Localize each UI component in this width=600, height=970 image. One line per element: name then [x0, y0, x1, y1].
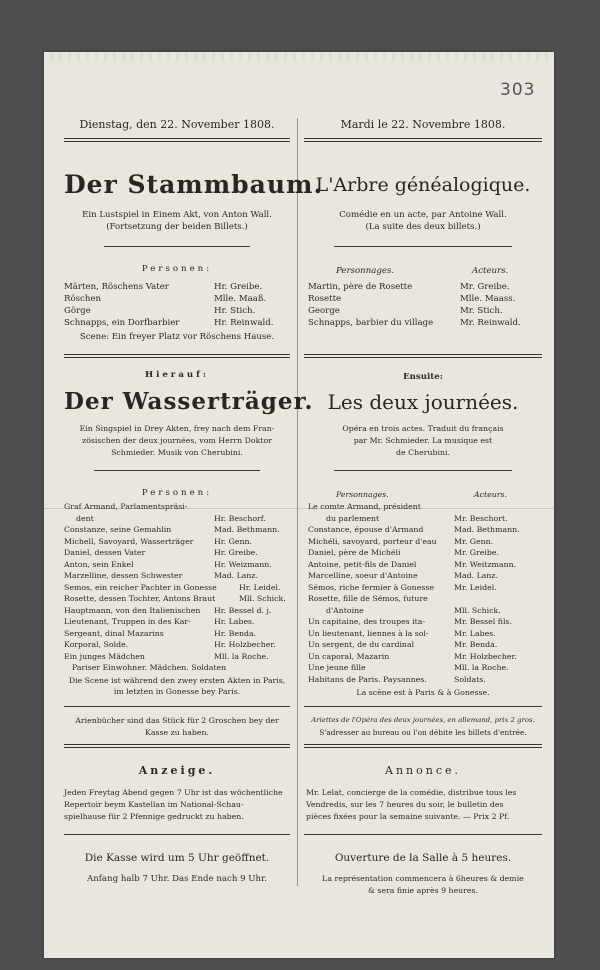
- notice-heading-de: Anzeige.: [138, 764, 216, 777]
- role: Sémos, riche fermier à Gonesse: [308, 582, 434, 592]
- role: Le comte Armand, président: [308, 502, 421, 511]
- actor: Hr. Reinwald.: [214, 318, 274, 328]
- actor: Mr. Reinwald.: [460, 318, 521, 328]
- role: Un lieutenant, liennes à la sol-: [308, 628, 429, 638]
- divider: [104, 246, 250, 247]
- play1-subtitle-fr: Comédie en un acte, par Antoine Wall.: [339, 210, 507, 220]
- acteurs-heading: Acteurs.: [472, 266, 509, 276]
- role: dent: [76, 513, 94, 523]
- actor: Hr. Leidel.: [239, 582, 281, 592]
- divider: [64, 744, 290, 748]
- divider: [64, 706, 290, 707]
- divider: [64, 138, 290, 142]
- scene-fr: La scène est à Paris & à Gonesse.: [356, 688, 490, 697]
- play2-subtitle-de: zösischen der deux journées, vom Herrn Doktor: [82, 436, 272, 445]
- role: Lieutenant, Truppen in des Kar-: [64, 617, 191, 626]
- actor: Mlle. Maass.: [460, 294, 516, 304]
- actor: Mr. Greibe.: [460, 282, 510, 292]
- notice-text-de: Repertoir beym Kastellan im National-Schau-: [64, 800, 244, 809]
- notice-text-fr: Mr. Lelat, concierge de la comédie, distribue tous les: [306, 788, 517, 797]
- divider: [334, 246, 512, 247]
- divider: [334, 470, 512, 471]
- role: Röschen: [64, 294, 102, 304]
- actor: Hr. Stich.: [214, 306, 256, 316]
- role: du parlement: [326, 513, 380, 523]
- role: Anton, sein Enkel: [64, 559, 134, 569]
- role: Hauptmann, von den Italienischen: [64, 605, 201, 615]
- divider: [304, 138, 542, 142]
- hall-opening-fr: Ouverture de la Salle à 5 heures.: [334, 852, 512, 864]
- personnages-heading: Personnages.: [336, 490, 389, 499]
- play1-subtitle-de: Ein Lustspiel in Einem Akt, von Anton Wall.: [82, 210, 272, 220]
- role: Korporal, Solde.: [64, 640, 129, 649]
- performance-end-fr: & sera finie après 9 heures.: [367, 886, 479, 895]
- role: Rosette, fille de Sémos, future: [308, 594, 428, 603]
- notice-heading-fr: Annonce.: [385, 764, 461, 777]
- play2-subtitle-fr: Opéra en trois actes. Traduit du français: [342, 424, 504, 433]
- divider: [304, 354, 542, 358]
- role: Constanze, seine Gemahlin: [64, 525, 172, 534]
- actor: Mr. Beschort.: [454, 513, 508, 523]
- times-de: Anfang halb 7 Uhr. Das Ende nach 9 Uhr.: [87, 874, 267, 884]
- column-separator: [297, 118, 298, 886]
- scene-de: im letzten in Gonesse bey Paris.: [113, 687, 241, 696]
- actor: Mad. Lanz.: [454, 571, 499, 580]
- actor: Mll. Schick.: [454, 605, 501, 615]
- actor: Hr. Beschorf.: [214, 513, 266, 523]
- actor: Mr. Genn.: [454, 536, 494, 546]
- role: Une jeune fille: [308, 663, 366, 672]
- play2-title-fr: Les deux journées.: [327, 390, 519, 414]
- play2-subtitle-de: Ein Singspiel in Drey Akten, frey nach dem Fran-: [79, 424, 275, 433]
- cast-row: [304, 675, 542, 688]
- role: Sergeant, dinal Mazarins: [64, 628, 164, 638]
- role: Daniel, père de Michéli: [308, 548, 401, 557]
- libretto-de: Arienbücher sind das Stück für 2 Groschen bey der: [75, 716, 279, 725]
- scene-de: Scene: Ein freyer Platz vor Röschens Hause.: [79, 332, 275, 342]
- role: Marcelline, soeur d'Antoine: [308, 571, 418, 580]
- role: Un caporal, Mazarin: [308, 651, 390, 661]
- play1-title-de: Der Stammbaum.: [64, 170, 324, 199]
- actor: Mlle. Maaß.: [214, 294, 267, 304]
- actor: Mr. Benda.: [454, 640, 498, 649]
- performance-start-fr: La représentation commencera à 6heures & demie: [322, 874, 524, 883]
- actor: Mll. la Roche.: [214, 651, 269, 661]
- actor: Mll. Schick.: [239, 594, 286, 603]
- divider: [304, 834, 542, 835]
- box-office-de: Die Kasse wird um 5 Uhr geöffnet.: [84, 852, 270, 864]
- role: Antoine, petit-fils de Daniel: [308, 559, 417, 569]
- actor: Mll. la Roche.: [454, 663, 509, 672]
- play2-subtitle-fr: de Cherubini.: [396, 448, 450, 457]
- role: Martin, père de Rosette: [308, 282, 413, 292]
- actor: Mr. Holzbecher.: [454, 651, 517, 661]
- actor: Mr. Labes.: [454, 628, 496, 638]
- cast-row: [64, 318, 290, 331]
- divider: [94, 470, 260, 471]
- actor: Hr. Labes.: [214, 617, 255, 626]
- actor: Hr. Holzbecher.: [214, 640, 276, 649]
- role: Un sergent, de du cardinal: [308, 640, 415, 649]
- play1-title-fr: L'Arbre généalogique.: [315, 174, 531, 196]
- role: Constance, épouse d'Armand: [308, 525, 424, 534]
- play2-subtitle-fr: par Mr. Schmieder. La musique est: [353, 436, 493, 445]
- actor: Mr. Weitzmann.: [454, 559, 517, 569]
- libretto-de: Kasse zu haben.: [145, 728, 209, 737]
- role: Michell, Savoyard, Wasserträger: [64, 536, 194, 546]
- cast-row: [64, 663, 290, 676]
- role: Pariser Einwohner. Mädchen. Soldaten: [72, 663, 227, 672]
- page-number: 303: [500, 80, 536, 100]
- ensuite: Ensuite:: [403, 372, 443, 382]
- divider: [304, 706, 542, 707]
- personen-heading: Personen:: [141, 264, 213, 274]
- actor: Hr. Greibe.: [214, 282, 263, 292]
- role: Märten, Röschens Vater: [64, 282, 169, 292]
- role: Habitans de Paris. Paysannes.: [308, 674, 427, 684]
- actor: Mr. Bessel fils.: [454, 617, 512, 626]
- actor: Mr. Greibe.: [454, 548, 499, 557]
- actor: Mr. Leidel.: [454, 582, 497, 592]
- actor: Hr. Genn.: [214, 536, 252, 546]
- play2-title-de: Der Wasserträger.: [64, 388, 314, 415]
- actor: Soldats.: [454, 674, 486, 684]
- date-de: Dienstag, den 22. November 1808.: [79, 118, 275, 131]
- actor: Mr. Stich.: [460, 306, 503, 316]
- divider: [304, 744, 542, 748]
- acteurs-heading: Acteurs.: [474, 490, 507, 499]
- hierauf: Hierauf:: [144, 370, 210, 380]
- role: Michéli, savoyard, porteur d'eau: [308, 536, 437, 546]
- scene-de: Die Scene ist während den zwey ersten Akten in Paris,: [68, 676, 286, 685]
- role: Semos, ein reicher Pachter in Gonesse: [64, 582, 217, 592]
- role: Rosette, dessen Tochter, Antons Braut: [64, 594, 216, 603]
- role: Graf Armand, Parlamentspräsi-: [64, 502, 188, 511]
- role: Görge: [64, 306, 91, 316]
- role: Schnapps, ein Dorfbarbier: [64, 318, 180, 328]
- play1-note-fr: (La suite des deux billets.): [365, 222, 481, 232]
- actor: Mad. Bethmann.: [214, 525, 280, 534]
- personnages-heading: Personnages.: [336, 266, 395, 276]
- date-fr: Mardi le 22. Novembre 1808.: [340, 118, 506, 131]
- libretto-fr: S'adresser au bureau ou l'on débite les billets d'entrée.: [319, 728, 527, 737]
- notice-text-fr: Vendredis, sur les 7 heures du soir, le bulletin des: [306, 800, 504, 809]
- play2-subtitle-de: Schmieder. Musik von Cherubini.: [111, 448, 243, 457]
- personen-heading: Personen:: [141, 488, 213, 498]
- actor: Hr. Weizmann.: [214, 559, 272, 569]
- actor: Mad. Lanz.: [214, 571, 259, 580]
- role: Rosette: [308, 294, 342, 304]
- libretto-fr: Ariettes de l'Opéra des deux journées, en allemand, prix 2 gros.: [311, 716, 535, 724]
- actor: Hr. Bessel d. j.: [214, 605, 272, 615]
- role: George: [308, 306, 340, 316]
- notice-text-de: spielhause für 2 Pfennige gedruckt zu haben.: [64, 812, 244, 821]
- role: Daniel, dessen Vater: [64, 548, 146, 557]
- role: d'Antoine: [326, 605, 364, 615]
- actor: Hr. Benda.: [214, 628, 257, 638]
- divider: [64, 354, 290, 358]
- role: Ein junges Mädchen: [64, 651, 145, 661]
- actor: Mad. Bethmann.: [454, 525, 520, 534]
- notice-text-fr: pièces fixées pour la semaine suivante. — Prix 2 Pf.: [306, 812, 510, 821]
- cast-row: [304, 318, 542, 331]
- play1-note-de: (Fortsetzung der beiden Billets.): [106, 222, 248, 232]
- role: Un capitaine, des troupes ita-: [308, 617, 426, 626]
- role: Marzelline, dessen Schwester: [64, 571, 183, 580]
- role: Schnapps, barbier du village: [308, 318, 434, 328]
- notice-text-de: Jeden Freytag Abend gegen 7 Uhr ist das wöchentliche: [64, 788, 283, 797]
- divider: [64, 834, 290, 835]
- actor: Hr. Greibe.: [214, 548, 258, 557]
